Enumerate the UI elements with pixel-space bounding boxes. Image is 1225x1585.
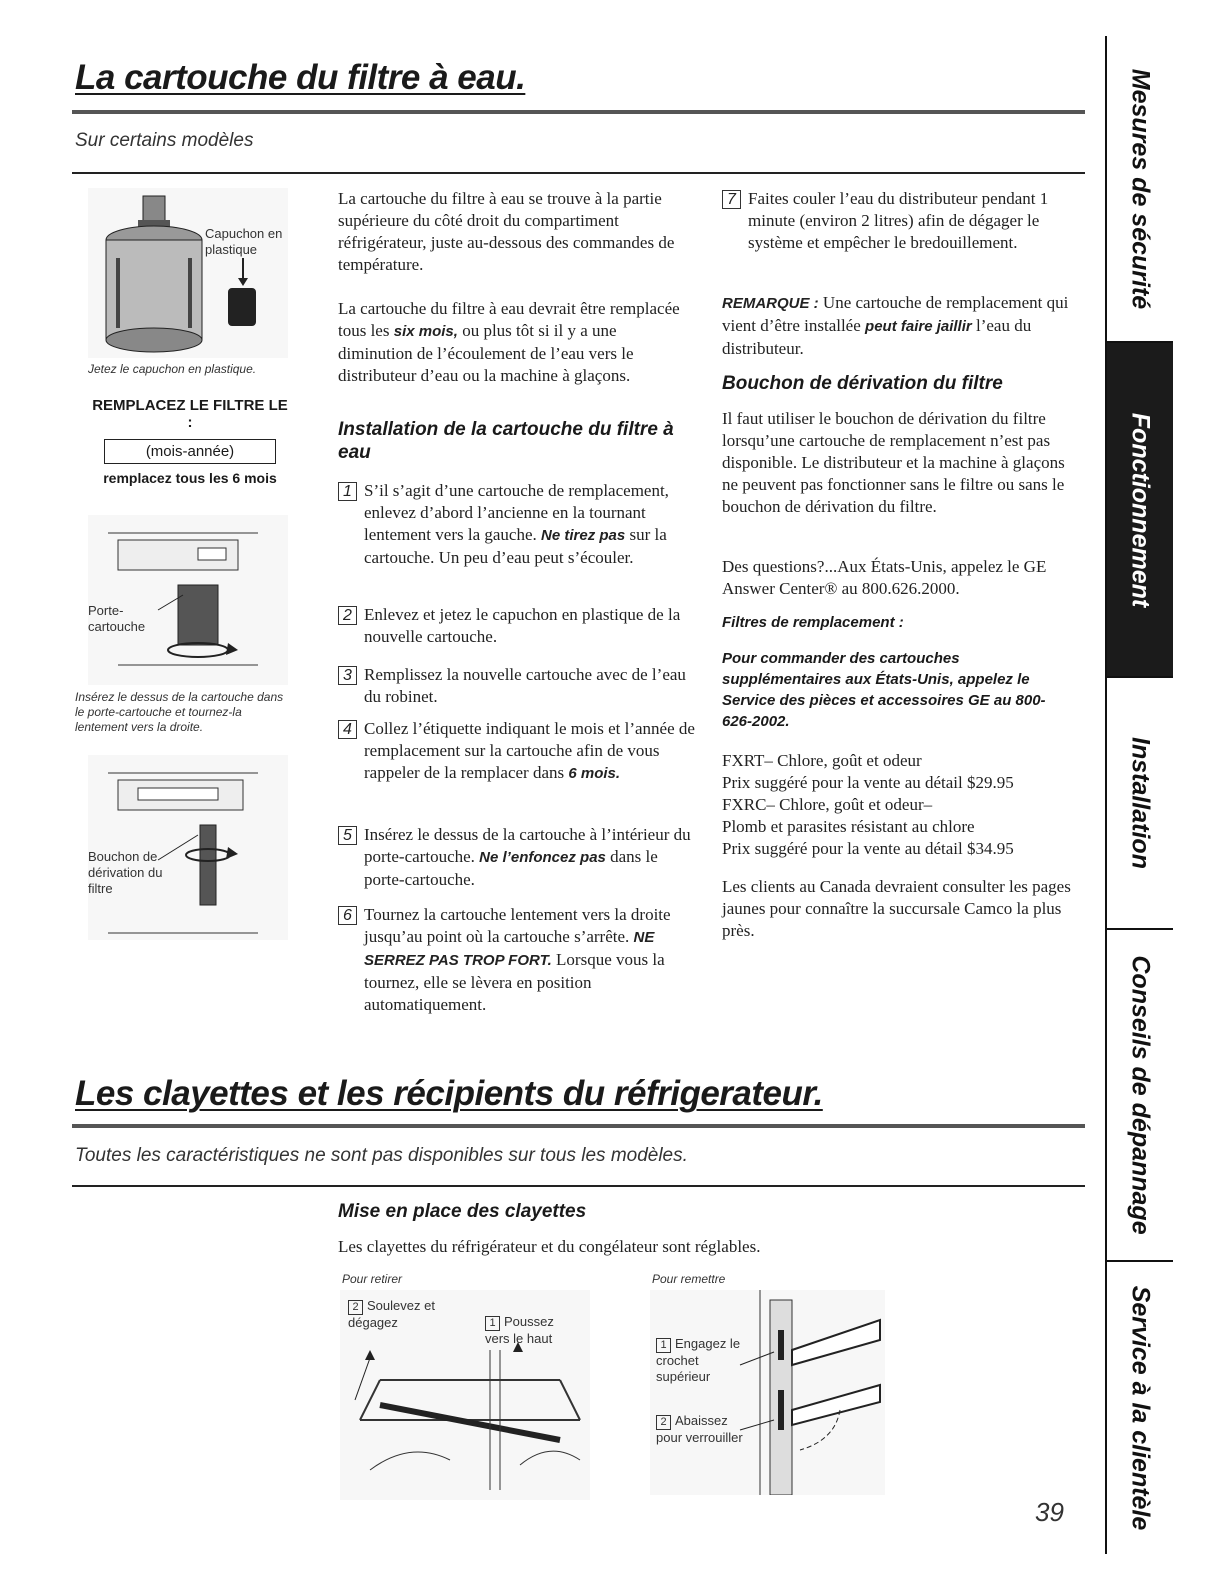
replace-step-1 bbox=[656, 1336, 746, 1385]
filter-cartridge-illustration bbox=[88, 188, 288, 358]
page-number: 39 bbox=[1035, 1497, 1064, 1527]
replace-step-2 bbox=[656, 1413, 746, 1446]
tab-troubleshooting[interactable] bbox=[1107, 930, 1173, 1262]
fig1-caption: Jetez le capuchon en plastique. bbox=[88, 362, 257, 376]
step-1-number: 1 bbox=[338, 482, 357, 501]
tab-installation-label: Installation bbox=[1126, 737, 1155, 869]
holder-label: Porte-cartouche bbox=[88, 603, 146, 634]
step-4-text: Collez l’étiquette indiquant le mois et l’année de remplacement sur la cartouche afin de vous rappeler de la remplacer dans bbox=[364, 719, 695, 782]
step-2-number: 2 bbox=[338, 606, 357, 625]
step-6-emphasis: NE SERREZ PAS TROP FORT. bbox=[364, 929, 655, 969]
step-1-text: S’il s’agit d’une cartouche de remplacement, enlevez d’abord l’ancienne en la tournant lentement vers la gauche. bbox=[364, 481, 669, 544]
step-7-text: Faites couler l’eau du distributeur pendant 1 minute (environ 2 litres) afin de dégager le système et empêcher le bredouillement. bbox=[748, 189, 1049, 252]
section-subtitle: Sur certains modèles bbox=[75, 130, 254, 151]
step-5-text: Insérez le dessus de la cartouche à l’intérieur du porte-cartouche. bbox=[364, 825, 691, 866]
remark-label: REMARQUE : bbox=[722, 295, 819, 312]
replace-caption: Pour remettre bbox=[652, 1272, 726, 1286]
step-2-text: Enlevez et jetez le capuchon en plastique de la nouvelle cartouche. bbox=[364, 605, 681, 646]
step-4-number: 4 bbox=[338, 720, 357, 739]
step-4-emphasis: 6 mois. bbox=[568, 765, 621, 782]
section-tabs bbox=[1105, 36, 1173, 1554]
replacement-paragraph bbox=[338, 298, 694, 387]
shelves-heading: Mise en place des clayettes bbox=[338, 1201, 587, 1222]
remove-step-2 bbox=[348, 1298, 438, 1331]
tab-customer-service-label: Service à la clientèle bbox=[1126, 1285, 1155, 1531]
remove-step-1 bbox=[485, 1314, 580, 1347]
replace-step-1-number: 1 bbox=[656, 1338, 671, 1353]
replacement-filters-heading: Filtres de remplacement : bbox=[722, 614, 904, 631]
replace-shelf-figure bbox=[650, 1290, 885, 1495]
step-5-emphasis: Ne l’enfoncez pas bbox=[479, 849, 606, 866]
replacement-text: La cartouche du filtre à eau devrait être remplacée tous les bbox=[338, 299, 680, 340]
step-3-text: Remplissez la nouvelle cartouche avec de l’eau du robinet. bbox=[364, 665, 686, 706]
tab-operation-label: Fonctionnement bbox=[1126, 412, 1155, 607]
remove-shelf-figure bbox=[340, 1290, 590, 1500]
bypass-paragraph: Il faut utiliser le bouchon de dérivation du filtre lorsqu’une cartouche de remplacement n’est pas disponible. Le distributeur et la machine à glaçons ne peuvent pas fonctionner sans le filtre ou sans le bouchon de dérivation du filtre. bbox=[722, 409, 1065, 516]
subtitle-rule bbox=[72, 172, 1085, 174]
remove-step-2-number: 2 bbox=[348, 1300, 363, 1315]
section-subtitle: Toutes les caractéristiques ne sont pas disponibles sur tous les modèles. bbox=[75, 1145, 688, 1166]
cartridge-holder-figure bbox=[88, 515, 288, 685]
tab-customer-service[interactable] bbox=[1107, 1262, 1173, 1554]
six-months-emphasis: six mois, bbox=[393, 323, 458, 340]
remove-caption: Pour retirer bbox=[342, 1272, 403, 1286]
remark-paragraph bbox=[722, 292, 1074, 360]
bypass-heading: Bouchon de dérivation du filtre bbox=[722, 373, 1003, 394]
product-line: FXRC– Chlore, goût et odeur– bbox=[722, 795, 933, 814]
step-5-text-end: dans le porte-cartouche. bbox=[364, 847, 658, 889]
order-paragraph: Pour commander des cartouches supplémentaires aux États-Unis, appelez le Service des pièces et accessoires GE au 800-626-2002. bbox=[722, 650, 1046, 730]
step-5-number: 5 bbox=[338, 826, 357, 845]
product-line: Prix suggéré pour la vente au détail $29.95 bbox=[722, 773, 1014, 792]
remark-emphasis: peut faire jaillir bbox=[865, 318, 972, 335]
tab-operation[interactable] bbox=[1107, 343, 1173, 678]
subtitle-rule bbox=[72, 1185, 1085, 1187]
step-6-text-end: Lorsque vous la tournez, elle se lèvera en position automatiquement. bbox=[364, 950, 665, 1014]
tab-installation[interactable] bbox=[1107, 678, 1173, 930]
remove-step-1-number: 1 bbox=[485, 1316, 500, 1331]
bypass-plug-illustration bbox=[88, 755, 288, 940]
title-rule bbox=[72, 110, 1085, 114]
step-6-number: 6 bbox=[338, 906, 357, 925]
step-1-emphasis: Ne tirez pas bbox=[541, 527, 626, 544]
replace-step-1-text: Engagez le crochet supérieur bbox=[656, 1336, 741, 1384]
remark-text: Une cartouche de remplacement qui vient d’être installée bbox=[722, 293, 1069, 335]
replace-step-2-text: Abaissez pour verrouiller bbox=[656, 1413, 743, 1445]
filter-cartridge-figure bbox=[88, 188, 288, 358]
installation-heading: Installation de la cartouche du filtre à eau bbox=[338, 419, 674, 463]
cartridge-holder-illustration bbox=[88, 515, 288, 685]
step-7-number: 7 bbox=[722, 190, 741, 209]
remove-step-2-text: Soulevez et dégagez bbox=[348, 1298, 435, 1330]
step-3-number: 3 bbox=[338, 666, 357, 685]
tab-troubleshooting-label: Conseils de dépannage bbox=[1126, 955, 1155, 1235]
shelves-text: Les clayettes du réfrigérateur et du congélateur sont réglables. bbox=[338, 1237, 761, 1256]
bypass-label: Bouchon de dérivation du filtre bbox=[88, 849, 163, 896]
replace-label-heading: REMPLACEZ LE FILTRE LE : bbox=[92, 397, 288, 431]
title-rule bbox=[72, 1124, 1085, 1128]
replace-label-footer: remplacez tous les 6 mois bbox=[103, 470, 277, 486]
step-6-text: Tournez la cartouche lentement vers la droite jusqu’au point où la cartouche s’arrête. bbox=[364, 905, 671, 946]
replace-date-field: (mois-année) bbox=[104, 439, 276, 464]
product-line: Prix suggéré pour la vente au détail $34.95 bbox=[722, 839, 1014, 858]
cap-label: Capuchon en plastique bbox=[205, 226, 283, 257]
replace-shelf-illustration bbox=[650, 1290, 885, 1495]
replace-step-2-number: 2 bbox=[656, 1415, 671, 1430]
tab-safety-label: Mesures de sécurité bbox=[1126, 68, 1155, 309]
bypass-plug-figure bbox=[88, 755, 288, 940]
fig2-caption: Insérez le dessus de la cartouche dans le porte-cartouche et tournez-la lentement vers la droite. bbox=[75, 690, 284, 734]
section-title: Les clayettes et les récipients du réfrigerateur. bbox=[75, 1074, 823, 1113]
tab-safety[interactable] bbox=[1107, 36, 1173, 343]
location-paragraph: La cartouche du filtre à eau se trouve à la partie supérieure du côté droit du compartiment réfrigérateur, juste au-dessous des commandes de température. bbox=[338, 189, 675, 274]
section-title: La cartouche du filtre à eau. bbox=[75, 58, 526, 97]
remark-text-end: l’eau du distributeur. bbox=[722, 316, 1032, 358]
filter-products bbox=[722, 750, 1074, 860]
remove-step-1-text: Poussez vers le haut bbox=[485, 1314, 554, 1346]
replace-filter-label bbox=[90, 397, 290, 492]
step-1-text-end: sur la cartouche. Un peu d’eau peut s’écouler. bbox=[364, 525, 667, 567]
product-line: Plomb et parasites résistant au chlore bbox=[722, 817, 975, 836]
canada-paragraph: Les clients au Canada devraient consulter les pages jaunes pour connaître la succursale Camco la plus près. bbox=[722, 877, 1071, 940]
questions-paragraph: Des questions?...Aux États-Unis, appelez le GE Answer Center® au 800.626.2000. bbox=[722, 557, 1047, 598]
replacement-text-end: ou plus tôt si il y a une diminution de l’écoulement de l’eau vers le distributeur d’eau ou la machine à glaçons. bbox=[338, 321, 634, 385]
product-line: FXRT– Chlore, goût et odeur bbox=[722, 751, 922, 770]
